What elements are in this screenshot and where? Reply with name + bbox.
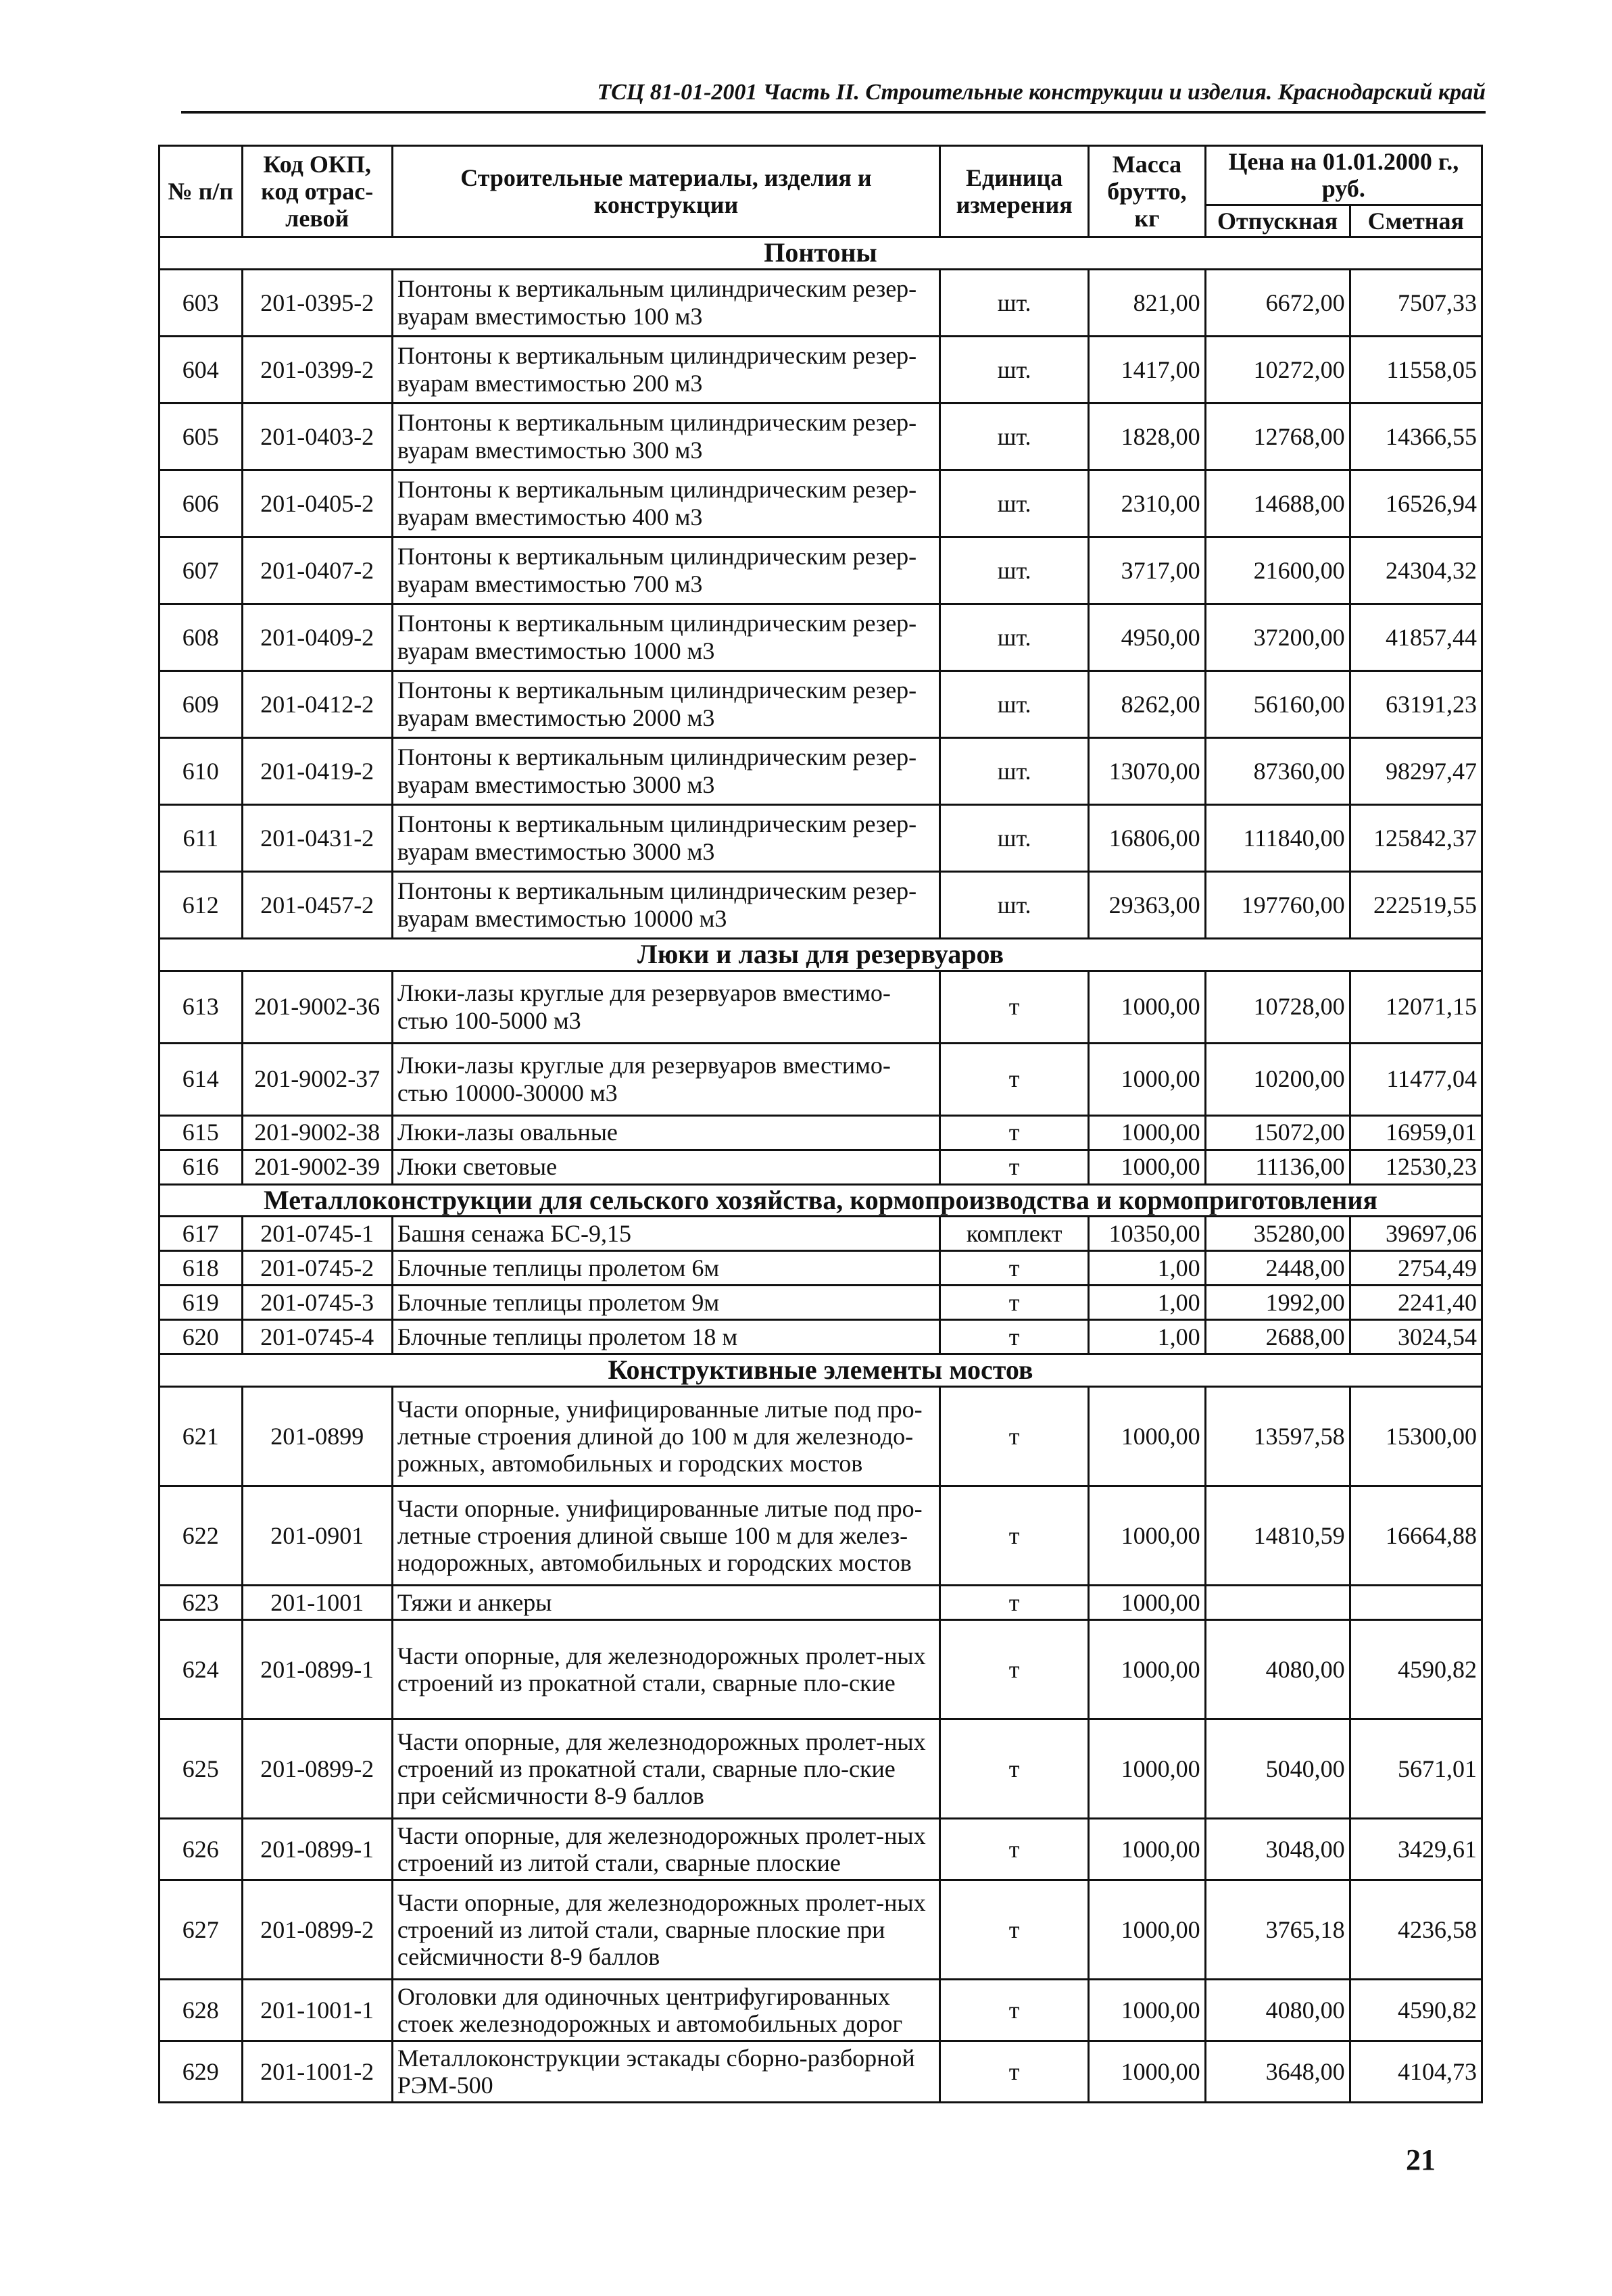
row-release-price: 56160,00 — [1205, 670, 1350, 737]
table-row — [160, 1150, 1482, 1184]
row-estimate-price: 222519,55 — [1350, 871, 1482, 938]
row-estimate-price: 16526,94 — [1350, 470, 1482, 537]
row-unit: т — [940, 1043, 1089, 1115]
row-code: 201-0745-1 — [242, 1217, 392, 1251]
row-release-price: 3648,00 — [1205, 2041, 1350, 2103]
row-release-price: 21600,00 — [1205, 537, 1350, 604]
row-code: 201-0457-2 — [242, 871, 392, 938]
row-estimate-price: 5671,01 — [1350, 1719, 1482, 1819]
table-row — [160, 737, 1482, 804]
row-unit: т — [940, 1719, 1089, 1819]
table-row — [160, 1217, 1482, 1251]
row-release-price: 6672,00 — [1205, 269, 1350, 336]
row-number: 614 — [160, 1043, 243, 1115]
row-unit: т — [940, 1115, 1089, 1150]
row-number: 620 — [160, 1320, 243, 1354]
row-estimate-price: 2241,40 — [1350, 1286, 1482, 1320]
table-row — [160, 1620, 1482, 1719]
row-release-price: 10728,00 — [1205, 971, 1350, 1043]
price-table-container — [158, 145, 1483, 2103]
row-number: 605 — [160, 403, 243, 470]
row-mass: 13070,00 — [1089, 737, 1205, 804]
row-release-price: 87360,00 — [1205, 737, 1350, 804]
row-name: Понтоны к вертикальным цилиндрическим резер-вуарам вместимостью 2000 м3 — [392, 670, 939, 737]
section-title: Люки и лазы для резервуаров — [160, 938, 1482, 971]
section-row — [160, 938, 1482, 971]
row-release-price: 1992,00 — [1205, 1286, 1350, 1320]
col-header-estimate: Сметная — [1350, 205, 1482, 237]
row-name: Люки-лазы круглые для резервуаров вместимо-стью 100-5000 м3 — [392, 971, 939, 1043]
row-unit: т — [940, 1980, 1089, 2041]
row-unit: т — [940, 1251, 1089, 1286]
row-number: 627 — [160, 1880, 243, 1980]
row-mass: 2310,00 — [1089, 470, 1205, 537]
row-code: 201-0899-1 — [242, 1620, 392, 1719]
row-release-price: 197760,00 — [1205, 871, 1350, 938]
col-header-mass: Масса брутто, кг — [1089, 146, 1205, 237]
row-unit: шт. — [940, 804, 1089, 871]
row-name: Части опорные, для железнодорожных пролет-ных строений из прокатной стали, сварные пло-ские — [392, 1620, 939, 1719]
row-name: Понтоны к вертикальным цилиндрическим резер-вуарам вместимостью 400 м3 — [392, 470, 939, 537]
row-code: 201-0409-2 — [242, 604, 392, 670]
col-header-price-group: Цена на 01.01.2000 г., руб. — [1205, 146, 1482, 205]
row-estimate-price: 4590,82 — [1350, 1980, 1482, 2041]
page-number: 21 — [1406, 2143, 1436, 2176]
row-number: 629 — [160, 2041, 243, 2103]
row-unit: т — [940, 2041, 1089, 2103]
row-name: Понтоны к вертикальным цилиндрическим резер-вуарам вместимостью 300 м3 — [392, 403, 939, 470]
col-header-release: Отпускная — [1205, 205, 1350, 237]
row-mass: 1000,00 — [1089, 1719, 1205, 1819]
row-code: 201-9002-37 — [242, 1043, 392, 1115]
row-estimate-price: 16664,88 — [1350, 1486, 1482, 1586]
row-number: 616 — [160, 1150, 243, 1184]
row-code: 201-0745-4 — [242, 1320, 392, 1354]
table-row — [160, 537, 1482, 604]
col-header-unit: Единица измерения — [940, 146, 1089, 237]
table-row — [160, 604, 1482, 670]
row-code: 201-1001-1 — [242, 1980, 392, 2041]
table-row — [160, 1387, 1482, 1486]
row-release-price: 12768,00 — [1205, 403, 1350, 470]
row-number: 611 — [160, 804, 243, 871]
col-header-code: Код ОКП, код отрас-левой — [242, 146, 392, 237]
section-title: Конструктивные элементы мостов — [160, 1354, 1482, 1387]
row-mass: 1,00 — [1089, 1286, 1205, 1320]
row-release-price: 13597,58 — [1205, 1387, 1350, 1486]
row-release-price: 10272,00 — [1205, 336, 1350, 403]
row-unit: шт. — [940, 537, 1089, 604]
price-table — [158, 145, 1483, 2103]
row-release-price: 14688,00 — [1205, 470, 1350, 537]
col-header-name: Строительные материалы, изделия и конструкции — [392, 146, 939, 237]
row-release-price: 10200,00 — [1205, 1043, 1350, 1115]
row-release-price: 111840,00 — [1205, 804, 1350, 871]
row-code: 201-1001-2 — [242, 2041, 392, 2103]
row-unit: т — [940, 1486, 1089, 1586]
row-code: 201-0899-1 — [242, 1819, 392, 1880]
row-number: 608 — [160, 604, 243, 670]
row-number: 607 — [160, 537, 243, 604]
table-row — [160, 1043, 1482, 1115]
row-unit: т — [940, 1586, 1089, 1620]
row-number: 603 — [160, 269, 243, 336]
row-estimate-price: 24304,32 — [1350, 537, 1482, 604]
table-row — [160, 336, 1482, 403]
row-mass: 16806,00 — [1089, 804, 1205, 871]
row-code: 201-0745-3 — [242, 1286, 392, 1320]
row-number: 625 — [160, 1719, 243, 1819]
row-name: Части опорные. унифицированные литые под про-летные строения длиной свыше 100 м для желез-нодорожных, автомобильных и городских мостов — [392, 1486, 939, 1586]
row-estimate-price: 11558,05 — [1350, 336, 1482, 403]
row-mass: 1000,00 — [1089, 1486, 1205, 1586]
row-mass: 3717,00 — [1089, 537, 1205, 604]
row-mass: 4950,00 — [1089, 604, 1205, 670]
row-name: Люки световые — [392, 1150, 939, 1184]
row-unit: комплект — [940, 1217, 1089, 1251]
row-code: 201-0412-2 — [242, 670, 392, 737]
table-row — [160, 2041, 1482, 2103]
row-release-price: 11136,00 — [1205, 1150, 1350, 1184]
row-mass: 1000,00 — [1089, 1387, 1205, 1486]
row-code: 201-0395-2 — [242, 269, 392, 336]
row-mass: 1000,00 — [1089, 971, 1205, 1043]
row-code: 201-9002-39 — [242, 1150, 392, 1184]
row-name: Понтоны к вертикальным цилиндрическим резер-вуарам вместимостью 1000 м3 — [392, 604, 939, 670]
table-row — [160, 670, 1482, 737]
row-number: 626 — [160, 1819, 243, 1880]
row-estimate-price: 98297,47 — [1350, 737, 1482, 804]
table-row — [160, 1719, 1482, 1819]
row-unit: т — [940, 971, 1089, 1043]
row-estimate-price: 12530,23 — [1350, 1150, 1482, 1184]
row-number: 628 — [160, 1980, 243, 2041]
row-release-price: 14810,59 — [1205, 1486, 1350, 1586]
row-mass: 1000,00 — [1089, 1043, 1205, 1115]
row-mass: 1000,00 — [1089, 1150, 1205, 1184]
running-title: ТСЦ 81-01-2001 Часть II. Строительные конструкции и изделия. Краснодарский край — [181, 80, 1486, 114]
row-estimate-price: 4590,82 — [1350, 1620, 1482, 1719]
row-estimate-price: 11477,04 — [1350, 1043, 1482, 1115]
row-name: Части опорные, для железнодорожных пролет-ных строений из прокатной стали, сварные пло-ские при сейсмичности 8-9 баллов — [392, 1719, 939, 1819]
row-mass: 1000,00 — [1089, 1980, 1205, 2041]
row-code: 201-0899 — [242, 1387, 392, 1486]
row-unit: шт. — [940, 670, 1089, 737]
row-number: 622 — [160, 1486, 243, 1586]
row-mass: 821,00 — [1089, 269, 1205, 336]
table-row — [160, 1586, 1482, 1620]
row-number: 604 — [160, 336, 243, 403]
row-number: 606 — [160, 470, 243, 537]
row-mass: 29363,00 — [1089, 871, 1205, 938]
table-row — [160, 1286, 1482, 1320]
table-row — [160, 1251, 1482, 1286]
table-row — [160, 1486, 1482, 1586]
row-mass: 1000,00 — [1089, 2041, 1205, 2103]
row-estimate-price: 14366,55 — [1350, 403, 1482, 470]
row-mass: 1000,00 — [1089, 1586, 1205, 1620]
table-row — [160, 804, 1482, 871]
row-code: 201-0901 — [242, 1486, 392, 1586]
row-mass: 1000,00 — [1089, 1880, 1205, 1980]
row-name: Люки-лазы овальные — [392, 1115, 939, 1150]
row-name: Тяжи и анкеры — [392, 1586, 939, 1620]
row-number: 618 — [160, 1251, 243, 1286]
row-code: 201-0899-2 — [242, 1880, 392, 1980]
section-row — [160, 1184, 1482, 1217]
row-estimate-price: 12071,15 — [1350, 971, 1482, 1043]
row-mass: 1000,00 — [1089, 1620, 1205, 1719]
row-estimate-price: 16959,01 — [1350, 1115, 1482, 1150]
row-release-price: 4080,00 — [1205, 1620, 1350, 1719]
row-estimate-price: 4236,58 — [1350, 1880, 1482, 1980]
row-name: Люки-лазы круглые для резервуаров вместимо-стью 10000-30000 м3 — [392, 1043, 939, 1115]
row-code: 201-0399-2 — [242, 336, 392, 403]
row-estimate-price: 7507,33 — [1350, 269, 1482, 336]
row-number: 613 — [160, 971, 243, 1043]
row-name: Части опорные, для железнодорожных пролет-ных строений из литой стали, сварные плоские при сейсмичности 8-9 баллов — [392, 1880, 939, 1980]
row-release-price: 35280,00 — [1205, 1217, 1350, 1251]
row-release-price: 2688,00 — [1205, 1320, 1350, 1354]
row-unit: шт. — [940, 403, 1089, 470]
table-row — [160, 1115, 1482, 1150]
row-estimate-price: 2754,49 — [1350, 1251, 1482, 1286]
row-number: 619 — [160, 1286, 243, 1320]
row-code: 201-0899-2 — [242, 1719, 392, 1819]
row-code: 201-9002-36 — [242, 971, 392, 1043]
section-row — [160, 1354, 1482, 1387]
row-number: 612 — [160, 871, 243, 938]
row-number: 615 — [160, 1115, 243, 1150]
row-code: 201-0407-2 — [242, 537, 392, 604]
table-row — [160, 470, 1482, 537]
row-estimate-price — [1350, 1586, 1482, 1620]
table-row — [160, 1880, 1482, 1980]
row-number: 621 — [160, 1387, 243, 1486]
row-unit: т — [940, 1286, 1089, 1320]
row-mass: 1828,00 — [1089, 403, 1205, 470]
row-estimate-price: 4104,73 — [1350, 2041, 1482, 2103]
row-unit: т — [940, 1620, 1089, 1719]
row-name: Оголовки для одиночных центрифугированных стоек железнодорожных и автомобильных дорог — [392, 1980, 939, 2041]
row-mass: 1,00 — [1089, 1320, 1205, 1354]
row-mass: 8262,00 — [1089, 670, 1205, 737]
row-number: 617 — [160, 1217, 243, 1251]
row-name: Понтоны к вертикальным цилиндрическим резер-вуарам вместимостью 100 м3 — [392, 269, 939, 336]
row-release-price — [1205, 1586, 1350, 1620]
row-number: 623 — [160, 1586, 243, 1620]
row-unit: шт. — [940, 336, 1089, 403]
table-body — [160, 237, 1482, 2102]
row-mass: 1000,00 — [1089, 1115, 1205, 1150]
row-code: 201-0431-2 — [242, 804, 392, 871]
row-name: Понтоны к вертикальным цилиндрическим резер-вуарам вместимостью 200 м3 — [392, 336, 939, 403]
section-row — [160, 237, 1482, 269]
row-name: Части опорные, унифицированные литые под про-летные строения длиной до 100 м для железнодо-рожных, автомобильных и городских мостов — [392, 1387, 939, 1486]
row-mass: 1000,00 — [1089, 1819, 1205, 1880]
row-name: Блочные теплицы пролетом 6м — [392, 1251, 939, 1286]
section-title: Металлоконструкции для сельского хозяйства, кормопроизводства и кормоприготовления — [160, 1184, 1482, 1217]
row-release-price: 15072,00 — [1205, 1115, 1350, 1150]
table-row — [160, 1320, 1482, 1354]
row-release-price: 3765,18 — [1205, 1880, 1350, 1980]
row-name: Части опорные, для железнодорожных пролет-ных строений из литой стали, сварные плоские — [392, 1819, 939, 1880]
table-header — [160, 146, 1482, 237]
row-name: Блочные теплицы пролетом 18 м — [392, 1320, 939, 1354]
row-release-price: 3048,00 — [1205, 1819, 1350, 1880]
row-name: Понтоны к вертикальным цилиндрическим резер-вуарам вместимостью 3000 м3 — [392, 804, 939, 871]
row-estimate-price: 15300,00 — [1350, 1387, 1482, 1486]
row-release-price: 2448,00 — [1205, 1251, 1350, 1286]
row-name: Понтоны к вертикальным цилиндрическим резер-вуарам вместимостью 10000 м3 — [392, 871, 939, 938]
row-release-price: 37200,00 — [1205, 604, 1350, 670]
row-name: Блочные теплицы пролетом 9м — [392, 1286, 939, 1320]
row-code: 201-0405-2 — [242, 470, 392, 537]
row-release-price: 4080,00 — [1205, 1980, 1350, 2041]
row-name: Башня сенажа БС-9,15 — [392, 1217, 939, 1251]
col-header-num: № п/п — [160, 146, 243, 237]
row-unit: шт. — [940, 604, 1089, 670]
row-code: 201-0403-2 — [242, 403, 392, 470]
table-row — [160, 971, 1482, 1043]
row-name: Металлоконструкции эстакады сборно-разборной РЭМ-500 — [392, 2041, 939, 2103]
row-release-price: 5040,00 — [1205, 1719, 1350, 1819]
row-code: 201-1001 — [242, 1586, 392, 1620]
row-unit: т — [940, 1819, 1089, 1880]
row-unit: шт. — [940, 737, 1089, 804]
row-mass: 10350,00 — [1089, 1217, 1205, 1251]
row-unit: шт. — [940, 470, 1089, 537]
row-estimate-price: 3024,54 — [1350, 1320, 1482, 1354]
row-unit: т — [940, 1387, 1089, 1486]
row-estimate-price: 41857,44 — [1350, 604, 1482, 670]
row-unit: т — [940, 1150, 1089, 1184]
row-number: 610 — [160, 737, 243, 804]
table-row — [160, 403, 1482, 470]
section-title: Понтоны — [160, 237, 1482, 269]
table-row — [160, 1819, 1482, 1880]
row-unit: шт. — [940, 269, 1089, 336]
row-estimate-price: 63191,23 — [1350, 670, 1482, 737]
row-code: 201-9002-38 — [242, 1115, 392, 1150]
row-mass: 1417,00 — [1089, 336, 1205, 403]
row-unit: т — [940, 1880, 1089, 1980]
row-number: 609 — [160, 670, 243, 737]
table-row — [160, 269, 1482, 336]
row-mass: 1,00 — [1089, 1251, 1205, 1286]
row-estimate-price: 125842,37 — [1350, 804, 1482, 871]
row-estimate-price: 3429,61 — [1350, 1819, 1482, 1880]
row-unit: шт. — [940, 871, 1089, 938]
table-row — [160, 871, 1482, 938]
row-name: Понтоны к вертикальным цилиндрическим резер-вуарам вместимостью 3000 м3 — [392, 737, 939, 804]
row-estimate-price: 39697,06 — [1350, 1217, 1482, 1251]
row-unit: т — [940, 1320, 1089, 1354]
table-row — [160, 1980, 1482, 2041]
row-number: 624 — [160, 1620, 243, 1719]
row-code: 201-0419-2 — [242, 737, 392, 804]
row-code: 201-0745-2 — [242, 1251, 392, 1286]
row-name: Понтоны к вертикальным цилиндрическим резер-вуарам вместимостью 700 м3 — [392, 537, 939, 604]
